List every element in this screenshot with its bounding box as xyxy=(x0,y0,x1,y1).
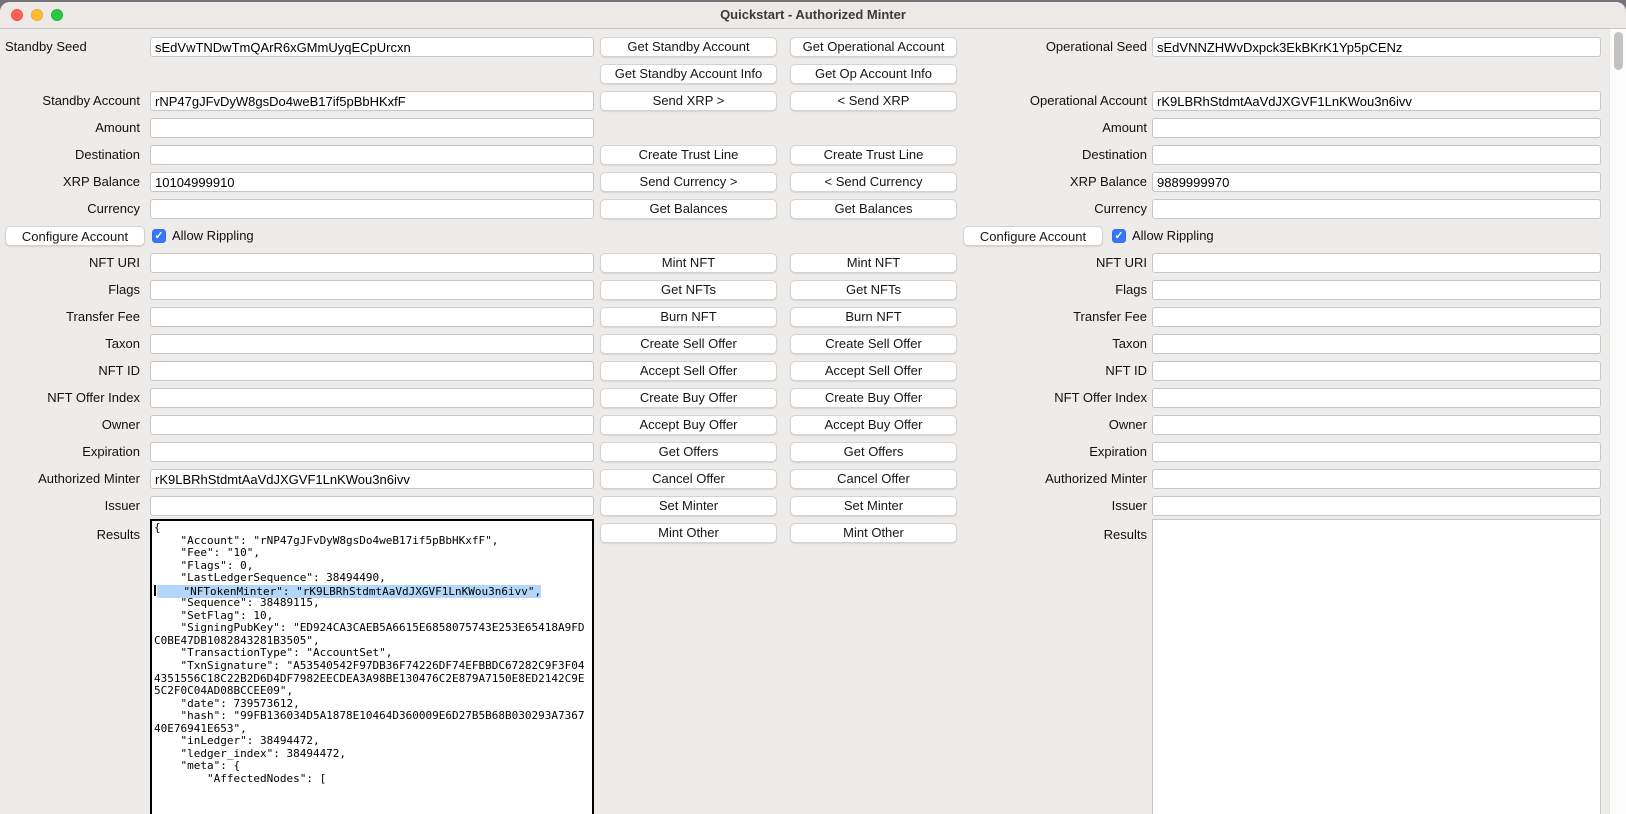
field-row xyxy=(0,415,600,435)
results-line: "inLedger": 38494472, xyxy=(154,734,320,748)
checkmark-icon: ✓ xyxy=(1114,230,1124,242)
field-row xyxy=(945,118,1626,138)
standby-nft-uri-label: NFT URI xyxy=(88,255,140,270)
field-row xyxy=(0,307,600,327)
standby-destination-input[interactable] xyxy=(150,145,594,165)
results-line: 40E76941E653", xyxy=(154,721,247,735)
window-title: Quickstart - Authorized Minter xyxy=(720,7,906,22)
standby-cancel-offer-button[interactable]: Cancel Offer xyxy=(600,469,777,489)
results-line: "date": 739573612, xyxy=(154,696,300,710)
field-row xyxy=(945,307,1626,327)
standby-nft-offer-index-input[interactable] xyxy=(150,388,594,408)
standby-results-label: Results xyxy=(96,527,140,542)
standby-get-offers-button[interactable]: Get Offers xyxy=(600,442,777,462)
results-line: "Flags": 0, xyxy=(154,558,254,572)
operational-create-trust-line-button[interactable]: Create Trust Line xyxy=(790,145,957,165)
standby-configure-account-button[interactable]: Configure Account xyxy=(5,226,145,246)
operational-configure-row xyxy=(945,226,1626,246)
operational-mint-other-button[interactable]: Mint Other xyxy=(790,523,957,543)
scrollbar-thumb[interactable] xyxy=(1614,32,1623,70)
standby-results-textarea[interactable] xyxy=(150,519,594,814)
standby-nft-id-input[interactable] xyxy=(150,361,594,381)
operational-allow-rippling-label: Allow Rippling xyxy=(1132,228,1214,243)
operational-amount-label: Amount xyxy=(1102,120,1147,135)
operational-owner-input[interactable] xyxy=(1152,415,1601,435)
standby-get-standby-account-info-button[interactable]: Get Standby Account Info xyxy=(600,64,777,84)
title-bar xyxy=(0,2,1626,29)
standby-authorized-minter-input[interactable] xyxy=(150,469,594,489)
results-line: "TxnSignature": "A53540542F97DB36F74226DF74EFBBDC67282C9F3F04 xyxy=(154,659,585,673)
standby-account-input[interactable] xyxy=(150,91,594,111)
operational-burn-nft-button[interactable]: Burn NFT xyxy=(790,307,957,327)
operational-authorized-minter-input[interactable] xyxy=(1152,469,1601,489)
field-row xyxy=(945,469,1626,489)
field-row xyxy=(945,280,1626,300)
operational-nft-id-label: NFT ID xyxy=(1105,363,1147,378)
checkmark-icon: ✓ xyxy=(154,230,164,242)
standby-expiration-label: Expiration xyxy=(82,444,140,459)
operational-send-xrp-button[interactable]: < Send XRP xyxy=(790,91,957,111)
standby-mint-other-button[interactable]: Mint Other xyxy=(600,523,777,543)
standby-get-nfts-button[interactable]: Get NFTs xyxy=(600,280,777,300)
standby-transfer-fee-input[interactable] xyxy=(150,307,594,327)
operational-cancel-offer-button[interactable]: Cancel Offer xyxy=(790,469,957,489)
standby-authorized-minter-label: Authorized Minter xyxy=(38,471,140,486)
operational-allow-rippling-checkbox[interactable] xyxy=(1112,229,1126,243)
standby-currency-label: Currency xyxy=(87,201,140,216)
standby-nft-uri-input[interactable] xyxy=(150,253,594,273)
standby-mint-nft-button[interactable]: Mint NFT xyxy=(600,253,777,273)
standby-flags-label: Flags xyxy=(108,282,140,297)
results-line: "SetFlag": 10, xyxy=(154,608,274,622)
results-line: "AffectedNodes": [ xyxy=(154,771,327,785)
operational-expiration-label: Expiration xyxy=(1089,444,1147,459)
operational-taxon-label: Taxon xyxy=(1112,336,1147,351)
standby-send-currency-button[interactable]: Send Currency > xyxy=(600,172,777,192)
operational-seed-label: Operational Seed xyxy=(1045,39,1147,54)
results-line: "NFTokenMinter": "rK9LBRhStdmtAaVdJXGVF1LnKWou3n6ivv", xyxy=(154,585,590,598)
results-line: "ledger_index": 38494472, xyxy=(154,746,347,760)
operational-destination-input[interactable] xyxy=(1152,145,1601,165)
operational-nft-id-input[interactable] xyxy=(1152,361,1601,381)
field-row xyxy=(0,334,600,354)
standby-create-buy-offer-button[interactable]: Create Buy Offer xyxy=(600,388,777,408)
field-row xyxy=(945,145,1626,165)
results-line: "Sequence": 38489115, xyxy=(154,596,320,610)
operational-accept-sell-offer-button[interactable]: Accept Sell Offer xyxy=(790,361,957,381)
field-row xyxy=(0,172,600,192)
field-row xyxy=(0,118,600,138)
operational-authorized-minter-label: Authorized Minter xyxy=(1045,471,1147,486)
field-row xyxy=(0,253,600,273)
standby-send-xrp-button[interactable]: Send XRP > xyxy=(600,91,777,111)
field-row xyxy=(945,91,1626,111)
results-line: C0BE47DB1082843281B3505", xyxy=(154,633,320,647)
standby-accept-buy-offer-button[interactable]: Accept Buy Offer xyxy=(600,415,777,435)
operational-set-minter-button[interactable]: Set Minter xyxy=(790,496,957,516)
standby-burn-nft-button[interactable]: Burn NFT xyxy=(600,307,777,327)
standby-currency-input[interactable] xyxy=(150,199,594,219)
operational-nft-offer-index-label: NFT Offer Index xyxy=(1054,390,1147,405)
results-line: "hash": "99FB136034D5A1878E10464D360009E6D27B5B68B030293A7367 xyxy=(154,709,585,723)
standby-create-trust-line-button[interactable]: Create Trust Line xyxy=(600,145,777,165)
operational-destination-label: Destination xyxy=(1081,147,1147,162)
operational-amount-input[interactable] xyxy=(1152,118,1601,138)
operational-taxon-input[interactable] xyxy=(1152,334,1601,354)
field-row xyxy=(945,334,1626,354)
standby-flags-input[interactable] xyxy=(150,280,594,300)
operational-issuer-label: Issuer xyxy=(1111,498,1147,513)
operational-transfer-fee-label: Transfer Fee xyxy=(1073,309,1147,324)
action-button-columns xyxy=(600,29,960,814)
operational-flags-input[interactable] xyxy=(1152,280,1601,300)
results-line: 5C2F0C04AD08BCCEE09", xyxy=(154,684,294,698)
field-row xyxy=(945,496,1626,516)
standby-account-label: Standby Account xyxy=(42,93,140,108)
standby-allow-rippling-checkbox[interactable] xyxy=(152,229,166,243)
standby-get-standby-account-button[interactable]: Get Standby Account xyxy=(600,37,777,57)
operational-expiration-input[interactable] xyxy=(1152,442,1601,462)
operational-get-balances-button[interactable]: Get Balances xyxy=(790,199,957,219)
field-row xyxy=(0,280,600,300)
field-row xyxy=(0,199,600,219)
operational-send-currency-button[interactable]: < Send Currency xyxy=(790,172,957,192)
operational-currency-label: Currency xyxy=(1094,201,1147,216)
field-row xyxy=(945,361,1626,381)
text-cursor xyxy=(154,585,156,596)
standby-issuer-input[interactable] xyxy=(150,496,594,516)
results-line: "meta": { xyxy=(154,759,241,773)
operational-owner-label: Owner xyxy=(1108,417,1147,432)
results-line: { xyxy=(154,521,161,534)
field-row xyxy=(0,388,600,408)
standby-seed-input[interactable] xyxy=(150,37,594,57)
standby-xrp-balance-input[interactable] xyxy=(150,172,594,192)
operational-create-buy-offer-button[interactable]: Create Buy Offer xyxy=(790,388,957,408)
field-row xyxy=(0,91,600,111)
field-row xyxy=(0,442,600,462)
field-row xyxy=(945,388,1626,408)
standby-get-balances-button[interactable]: Get Balances xyxy=(600,199,777,219)
main-content xyxy=(0,29,1626,814)
operational-seed-row xyxy=(945,37,1626,57)
standby-nft-id-label: NFT ID xyxy=(98,363,140,378)
operational-seed-input[interactable] xyxy=(1152,37,1601,57)
operational-xrp-balance-label: XRP Balance xyxy=(1069,174,1147,189)
operational-panel xyxy=(945,29,1626,814)
operational-account-input[interactable] xyxy=(1152,91,1601,111)
vertical-scrollbar[interactable] xyxy=(1609,29,1626,814)
results-line: "Fee": "10", xyxy=(154,546,260,560)
standby-xrp-balance-label: XRP Balance xyxy=(62,174,140,189)
standby-owner-label: Owner xyxy=(101,417,140,432)
standby-amount-label: Amount xyxy=(95,120,140,135)
results-line: "Account": "rNP47gJFvDyW8gsDo4weB17if5pBbHKxfF", xyxy=(154,533,499,547)
operational-transfer-fee-input[interactable] xyxy=(1152,307,1601,327)
operational-currency-input[interactable] xyxy=(1152,199,1601,219)
standby-seed-row xyxy=(0,37,600,57)
results-line: "LastLedgerSequence": 38494490, xyxy=(154,571,386,585)
operational-nft-uri-input[interactable] xyxy=(1152,253,1601,273)
field-row xyxy=(945,442,1626,462)
standby-taxon-input[interactable] xyxy=(150,334,594,354)
results-line: "SigningPubKey": "ED924CA3CAEB5A6615E6858075743E253E65418A9FD xyxy=(154,621,585,635)
field-row xyxy=(0,145,600,165)
operational-accept-buy-offer-button[interactable]: Accept Buy Offer xyxy=(790,415,957,435)
results-line: "TransactionType": "AccountSet", xyxy=(154,646,393,660)
operational-get-op-account-info-button[interactable]: Get Op Account Info xyxy=(790,64,957,84)
app-window xyxy=(0,2,1626,814)
standby-configure-row xyxy=(0,226,600,246)
standby-transfer-fee-label: Transfer Fee xyxy=(66,309,140,324)
operational-get-operational-account-button[interactable]: Get Operational Account xyxy=(790,37,957,57)
standby-issuer-label: Issuer xyxy=(104,498,140,513)
field-row xyxy=(945,253,1626,273)
operational-issuer-input[interactable] xyxy=(1152,496,1601,516)
standby-expiration-input[interactable] xyxy=(150,442,594,462)
standby-destination-label: Destination xyxy=(74,147,140,162)
standby-taxon-label: Taxon xyxy=(105,336,140,351)
standby-nft-offer-index-label: NFT Offer Index xyxy=(47,390,140,405)
standby-allow-rippling-label: Allow Rippling xyxy=(172,228,254,243)
standby-owner-input[interactable] xyxy=(150,415,594,435)
operational-create-sell-offer-button[interactable]: Create Sell Offer xyxy=(790,334,957,354)
operational-get-nfts-button[interactable]: Get NFTs xyxy=(790,280,957,300)
standby-amount-input[interactable] xyxy=(150,118,594,138)
standby-set-minter-button[interactable]: Set Minter xyxy=(600,496,777,516)
results-line: 4351556C18C22B2D6D4DF7982EECDEA3A98BE130476C2E879A7150E8ED2142C9E xyxy=(154,671,585,685)
operational-get-offers-button[interactable]: Get Offers xyxy=(790,442,957,462)
operational-mint-nft-button[interactable]: Mint NFT xyxy=(790,253,957,273)
standby-accept-sell-offer-button[interactable]: Accept Sell Offer xyxy=(600,361,777,381)
operational-xrp-balance-input[interactable] xyxy=(1152,172,1601,192)
operational-results-label: Results xyxy=(1103,527,1147,542)
standby-seed-label: Standby Seed xyxy=(5,39,87,54)
operational-results-textarea[interactable] xyxy=(1152,519,1601,814)
field-row xyxy=(945,172,1626,192)
standby-create-sell-offer-button[interactable]: Create Sell Offer xyxy=(600,334,777,354)
field-row xyxy=(0,361,600,381)
field-row xyxy=(0,469,600,489)
field-row xyxy=(945,199,1626,219)
field-row xyxy=(0,496,600,516)
operational-flags-label: Flags xyxy=(1115,282,1147,297)
operational-configure-account-button[interactable]: Configure Account xyxy=(963,226,1103,246)
standby-panel xyxy=(0,29,600,814)
operational-nft-uri-label: NFT URI xyxy=(1095,255,1147,270)
field-row xyxy=(945,415,1626,435)
operational-account-label: Operational Account xyxy=(1029,93,1147,108)
operational-nft-offer-index-input[interactable] xyxy=(1152,388,1601,408)
